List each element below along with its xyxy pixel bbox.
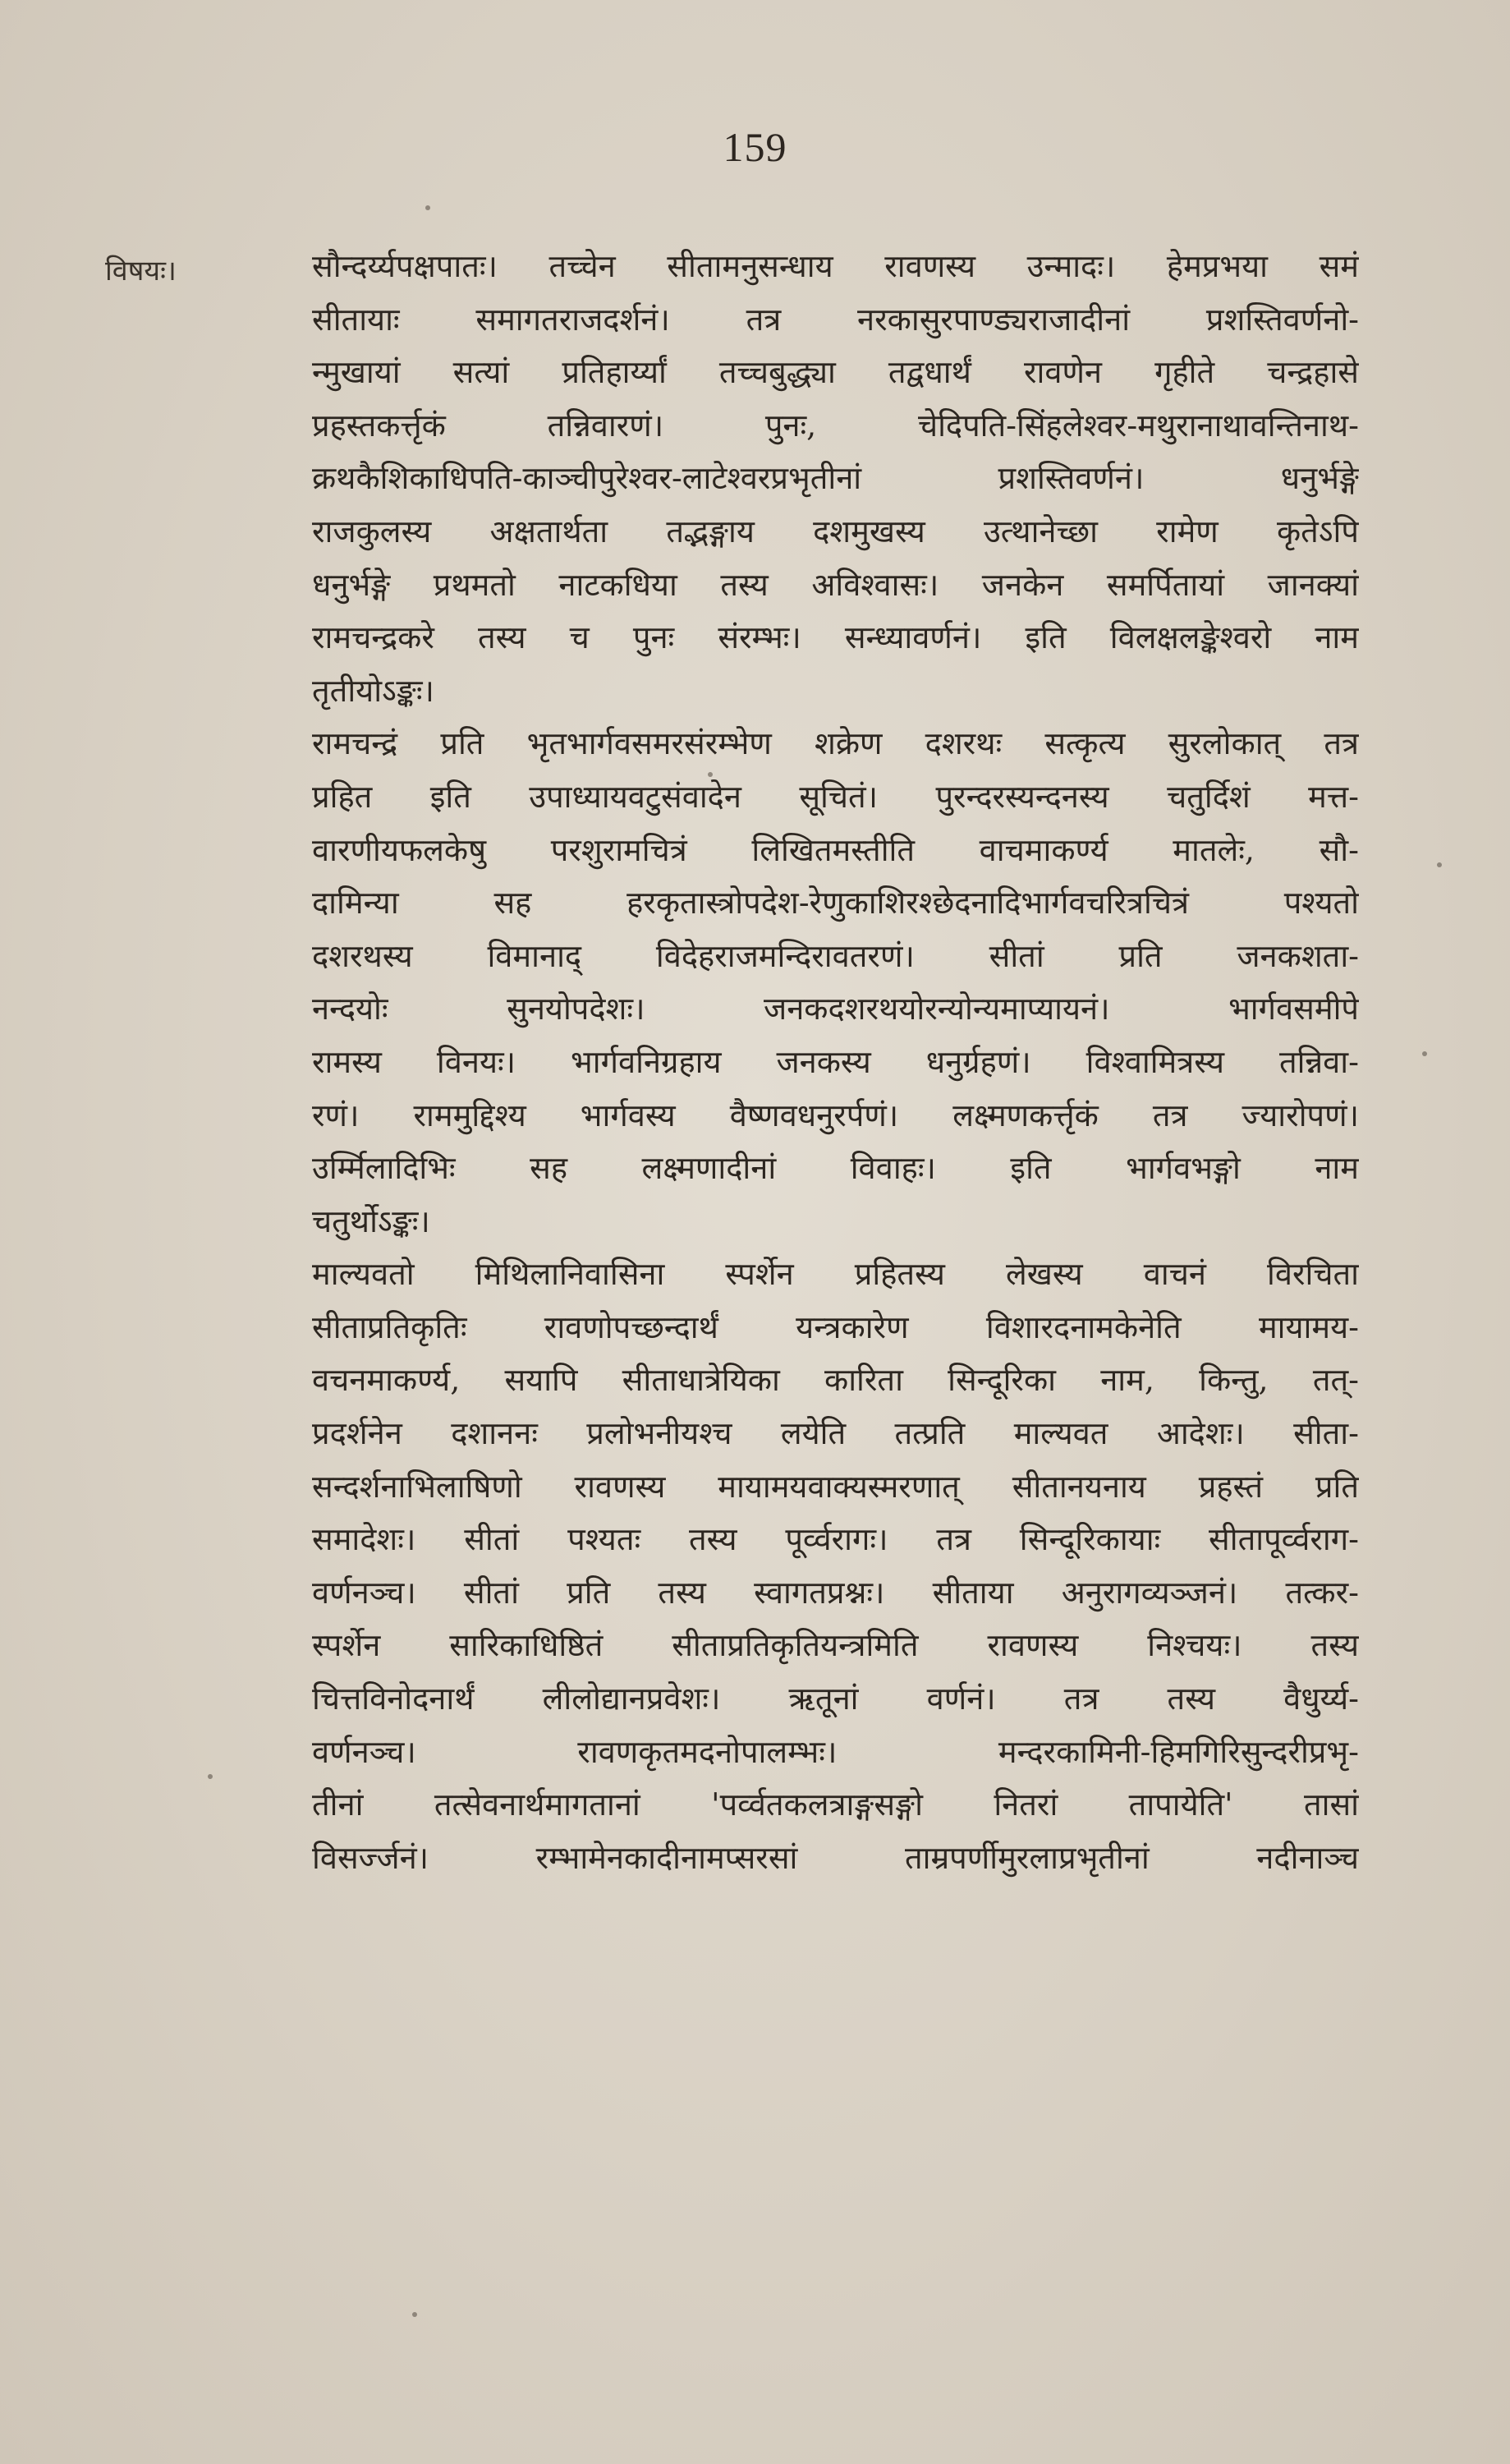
paragraph-act-3-summary [312,240,1359,717]
paper-speck [708,772,713,777]
text-line: प्रहित इति उपाध्यायवटुसंवादेन सूचितं। पुरन्दरस्यन्दनस्य चतुर्दिशं मत्त- [312,778,1359,815]
text-line: रामस्य विनयः। भार्गवनिग्रहाय जनकस्य धनुर्ग्रहणं। विश्वामित्रस्य तन्निवा- [312,1043,1359,1080]
text-line: माल्यवतो मिथिलानिवासिना स्पर्शेन प्रहितस्य लेखस्य वाचनं विरचिता [312,1256,1359,1293]
text-line: वचनमाकर्ण्य, सयापि सीताधात्रेयिका कारिता सिन्दूरिका नाम, किन्तु, तत्- [312,1362,1359,1399]
text-line: वारणीयफलकेषु परशुरामचित्रं लिखितमस्तीति वाचमाकर्ण्य मातलेः, सौ- [312,831,1359,868]
paper-speck [208,1774,213,1779]
text-line: तीनां तत्सेवनार्थमागतानां 'पर्व्वतकलत्राङ्गसङ्गो नितरां तापायेति' तासां [312,1786,1359,1823]
text-line: स्पर्शेन सारिकाधिष्ठितं सीताप्रतिकृतियन्त्रमिति रावणस्य निश्चयः। तस्य [312,1627,1359,1664]
text-line: राजकुलस्य अक्षतार्थता तद्भङ्गाय दशमुखस्य उत्थानेच्छा रामेण कृतेऽपि [312,513,1359,549]
text-line: सौन्दर्य्यपक्षपातः। तच्चेन सीतामनुसन्धाय रावणस्य उन्मादः। हेमप्रभया समं [312,248,1359,284]
text-line: सीताप्रतिकृतिः रावणोपच्छन्दार्थं यन्त्रकारेण विशारदनामकेनेति मायामय- [312,1308,1359,1345]
body-text [312,240,1359,1884]
paper-speck [1422,1051,1427,1056]
text-line: उर्म्मिलादिभिः सह लक्ष्मणादीनां विवाहः। इति भार्गवभङ्गो नाम [312,1150,1359,1187]
text-line: चतुर्थोऽङ्कः। [312,1202,430,1239]
text-line: चित्तविनोदनार्थं लीलोद्यानप्रवेशः। ऋतूनां वर्णनं। तत्र तस्य वैधुर्य्य- [312,1680,1359,1717]
text-line: तृतीयोऽङ्कः। [312,672,434,709]
text-line: रामचन्द्रकरे तस्य च पुनः संरम्भः। सन्ध्यावर्णनं। इति विलक्षलङ्केश्वरो नाम [312,619,1359,656]
page-number: 159 [723,124,787,170]
paper-speck [1437,862,1442,867]
text-line: धनुर्भङ्गे प्रथमतो नाटकधिया तस्य अविश्वासः। जनकेन समर्पितायां जानक्यां [312,566,1359,603]
text-line: समादेशः। सीतां पश्यतः तस्य पूर्व्वरागः। तत्र सिन्दूरिकायाः सीतापूर्व्वराग- [312,1521,1359,1558]
text-line: रामचन्द्रं प्रति भृतभार्गवसमरसंरम्भेण शक्रेण दशरथः सत्कृत्य सुरलोकात् तत्र [312,725,1359,762]
text-line: नन्दयोः सुनयोपदेशः। जनकदशरथयोरन्योन्यमाप्यायनं। भार्गवसमीपे [312,991,1359,1027]
text-line: वर्णनञ्च। सीतां प्रति तस्य स्वागतप्रश्नः। सीताया अनुरागव्यञ्जनं। तत्कर- [312,1574,1359,1611]
text-line: दशरथस्य विमानाद् विदेहराजमन्दिरावतरणं। सीतां प्रति जनकशता- [312,937,1359,974]
text-line: सन्दर्शनाभिलाषिणो रावणस्य मायामयवाक्यस्मरणात् सीतानयनाय प्रहस्तं प्रति [312,1468,1359,1505]
text-line: क्रथकैशिकाधिपति-काञ्चीपुरेश्वर-लाटेश्वरप्रभृतीनां प्रशस्तिवर्णनं। धनुर्भङ्गे [312,460,1359,497]
text-line: न्मुखायां सत्यां प्रतिहार्य्यां तच्चबुद्ध्या तद्वधार्थं रावणेन गृहीते चन्द्रहासे [312,354,1359,391]
text-line: वर्णनञ्च। रावणकृतमदनोपालम्भः। मन्दरकामिनी-हिमगिरिसुन्दरीप्रभृ- [312,1733,1359,1770]
paragraph-act-4-summary [312,717,1359,1248]
paper-speck [412,2312,417,2317]
paper-speck [425,205,430,210]
text-line: प्रदर्शनेन दशाननः प्रलोभनीयश्च लयेति तत्प्रति माल्यवत आदेशः। सीता- [312,1415,1359,1452]
margin-label: विषयः। [105,255,177,287]
text-line: विसर्ज्जनं। रम्भामेनकादीनामप्सरसां ताम्रपर्णीमुरलाप्रभृतीनां नदीनाञ्च [312,1839,1359,1876]
paragraph-act-5-summary [312,1248,1359,1884]
text-line: दामिन्या सह हरकृतास्त्रोपदेश-रेणुकाशिरश्छेदनादिभार्गवचरित्रचित्रं पश्यतो [312,885,1359,922]
text-line: सीतायाः समागतराजदर्शनं। तत्र नरकासुरपाण्ड्यराजादीनां प्रशस्तिवर्णनो- [312,301,1359,338]
text-line: प्रहस्तकर्त्तृकं तन्निवारणं। पुनः, चेदिपति-सिंहलेश्वर-मथुरानाथावन्तिनाथ- [312,407,1359,444]
text-line: रणं। राममुद्दिश्य भार्गवस्य वैष्णवधनुरर्पणं। लक्ष्मणकर्त्तृकं तत्र ज्यारोपणं। [312,1096,1359,1133]
